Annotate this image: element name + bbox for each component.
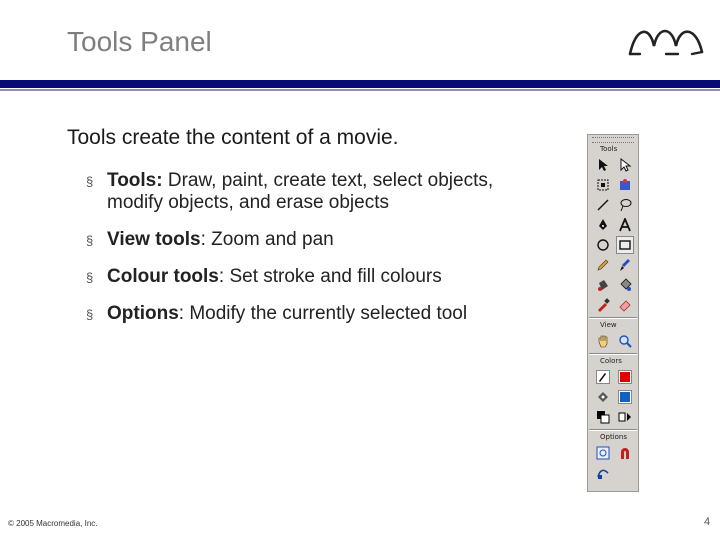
fill-color-2-control[interactable]: [616, 388, 634, 406]
section-divider: [589, 353, 637, 355]
ink-bottle-tool[interactable]: [594, 276, 612, 294]
bullet-term: Tools:: [107, 170, 163, 191]
stroke-color-control[interactable]: [594, 368, 612, 386]
header-rule: [0, 80, 720, 88]
slide-title: Tools Panel: [67, 26, 212, 57]
line-icon: [596, 198, 610, 212]
bullet-marker: §: [86, 270, 94, 285]
snap-to-objects-icon: [596, 446, 610, 460]
lasso-tool[interactable]: [616, 196, 634, 214]
bullet-item: [86, 229, 546, 251]
arrow-tool[interactable]: [594, 156, 612, 174]
oval-tool[interactable]: [594, 236, 612, 254]
hand-tool[interactable]: [594, 332, 612, 350]
bullet-text: Draw, paint, create text, select objects, modify objects, and erase objects: [107, 170, 494, 213]
bullet-item: [86, 266, 546, 288]
stroke-color-icon: [596, 370, 610, 384]
bullet-text: : Set stroke and fill colours: [218, 266, 442, 287]
bullet-text: : Modify the currently selected tool: [178, 303, 468, 324]
pencil-tool[interactable]: [594, 256, 612, 274]
tools-grid: [594, 156, 638, 314]
pen-tool[interactable]: [594, 216, 612, 234]
magnet-icon: [618, 446, 632, 460]
rectangle-icon: [618, 238, 632, 252]
section-divider: [589, 317, 637, 319]
fill-color-2-icon: [618, 390, 632, 404]
oval-icon: [596, 238, 610, 252]
header-rule-thin: [0, 89, 720, 91]
magnet-button[interactable]: [616, 444, 634, 462]
brush-tool[interactable]: [616, 256, 634, 274]
subselect-icon: [618, 158, 632, 172]
paint-bucket-tool[interactable]: [616, 276, 634, 294]
default-colors-icon: [596, 390, 610, 404]
rectangle-tool[interactable]: [616, 236, 634, 254]
snap-to-objects-button[interactable]: [594, 444, 612, 462]
bullet-term: Colour tools: [107, 266, 219, 287]
zoom-icon: [618, 334, 632, 348]
black-white-button[interactable]: [594, 408, 612, 426]
bullet-item: [86, 170, 546, 214]
zoom-tool[interactable]: [616, 332, 634, 350]
line-tool[interactable]: [594, 196, 612, 214]
paint-bucket-icon: [618, 278, 632, 292]
swap-colors-icon: [618, 410, 632, 424]
fill-transform-icon: [618, 178, 632, 192]
fill-transform-tool[interactable]: [616, 176, 634, 194]
subselect-tool[interactable]: [616, 156, 634, 174]
bullet-term: Options: [107, 303, 179, 324]
bullet-list: [86, 170, 546, 340]
black-white-icon: [596, 410, 610, 424]
pen-icon: [596, 218, 610, 232]
macromedia-logo: [626, 22, 706, 62]
panel-grip[interactable]: [592, 137, 634, 143]
view-grid: [594, 332, 638, 350]
pencil-icon: [596, 258, 610, 272]
bullet-marker: §: [86, 307, 94, 322]
section-divider: [589, 429, 637, 431]
free-transform-icon: [596, 178, 610, 192]
eyedropper-tool[interactable]: [594, 296, 612, 314]
ink-bottle-icon: [596, 278, 610, 292]
copyright-footer: © 2005 Macromedia, Inc.: [8, 519, 98, 528]
bullet-marker: §: [86, 174, 94, 189]
slide-heading: Tools create the content of a movie.: [67, 126, 399, 149]
section-label-colors: Colors: [600, 357, 622, 365]
section-label-view: View: [600, 321, 617, 329]
fill-color-icon: [618, 370, 632, 384]
bullet-marker: §: [86, 233, 94, 248]
bullet-text: : Zoom and pan: [200, 229, 334, 250]
text-tool[interactable]: [616, 216, 634, 234]
eraser-icon: [618, 298, 632, 312]
tools-panel: [587, 134, 639, 492]
lasso-icon: [618, 198, 632, 212]
default-colors-button[interactable]: [594, 388, 612, 406]
hand-icon: [596, 334, 610, 348]
eraser-tool[interactable]: [616, 296, 634, 314]
options-grid: [594, 444, 638, 482]
fill-color-control[interactable]: [616, 368, 634, 386]
bullet-term: View tools: [107, 229, 201, 250]
text-icon: [618, 218, 632, 232]
swap-colors-button[interactable]: [616, 408, 634, 426]
section-label-options: Options: [600, 433, 628, 441]
page-number: 4: [704, 516, 711, 528]
bullet-item: [86, 303, 546, 325]
brush-icon: [618, 258, 632, 272]
colors-grid: [594, 368, 638, 426]
arrow-icon: [596, 158, 610, 172]
section-label-tools: Tools: [600, 145, 618, 153]
smooth-icon: [596, 466, 610, 480]
smooth-button[interactable]: [594, 464, 612, 482]
free-transform-tool[interactable]: [594, 176, 612, 194]
eyedropper-icon: [596, 298, 610, 312]
